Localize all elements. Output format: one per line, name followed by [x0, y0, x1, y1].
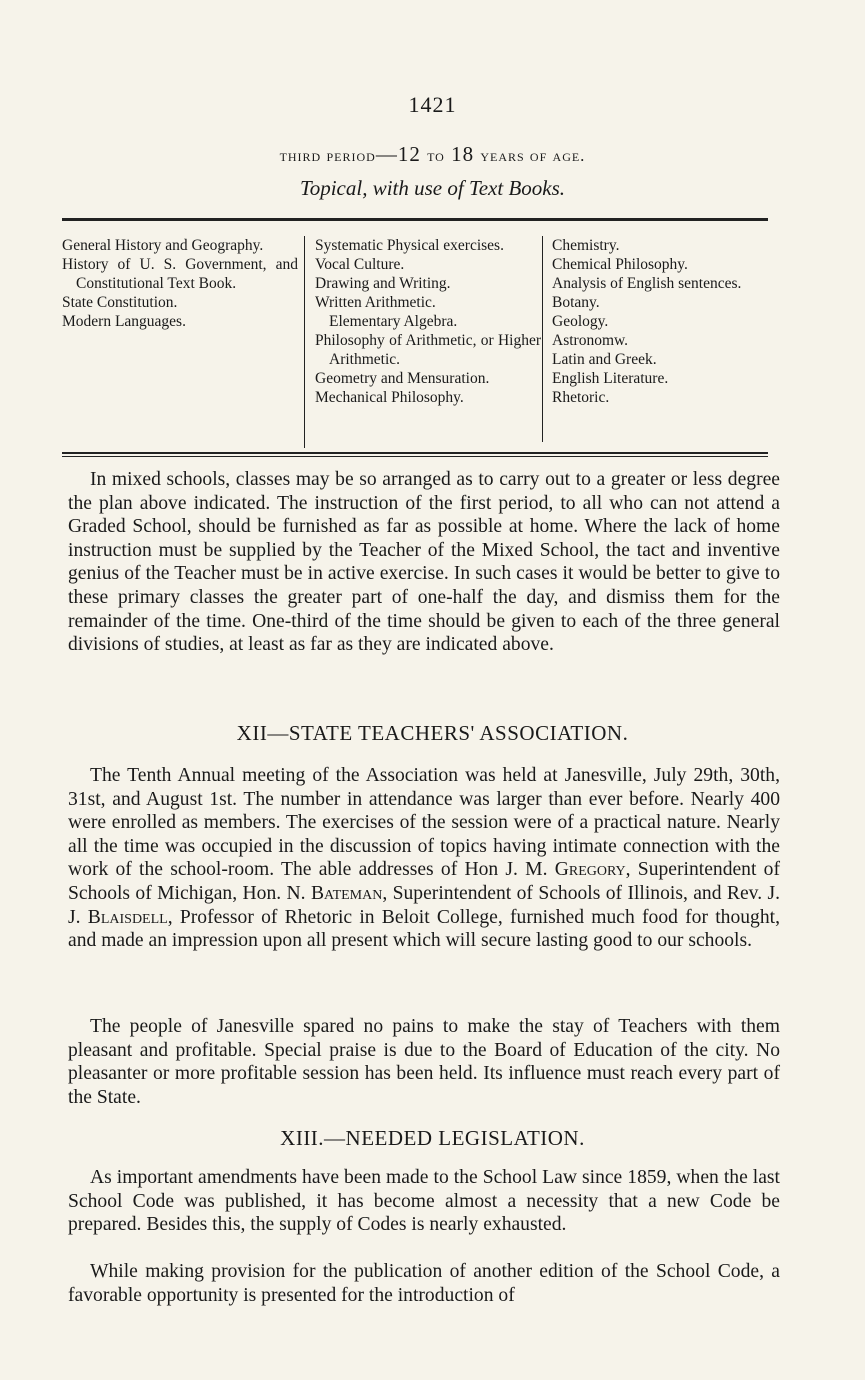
- study-item: Chemistry.: [552, 237, 620, 254]
- study-item: Analysis of English sentences.: [552, 275, 742, 292]
- study-item: Philosophy of Arithmetic, or Higher Arithmetic.: [315, 332, 541, 368]
- study-item: History of U. S. Government, and Constitutional Text Book.: [62, 256, 298, 292]
- table-bottom-rule: [62, 452, 768, 454]
- study-item: Vocal Culture.: [315, 256, 405, 273]
- paragraph-annual-meeting: [68, 764, 780, 953]
- table-top-rule: [62, 218, 768, 221]
- paragraph-janesville: The people of Janesville spared no pains to make the stay of Teachers with them pleasant and profitable. Special praise is due to the Board of Education of the city. No pleasanter or more profitable session has been held. Its influence must reach every part of the State.: [68, 1016, 780, 1108]
- study-column-2: [315, 236, 541, 407]
- paragraph-amendments: As important amendments have been made to the School Law since 1859, when the last School Code was published, it has become almost a necessity that a new Code be prepared. Besides this, the supply of Codes is nearly exhausted.: [68, 1167, 780, 1236]
- study-item: Systematic Physical exercises.: [315, 237, 504, 254]
- study-item: Chemical Philosophy.: [552, 256, 688, 273]
- study-item: English Literature.: [552, 370, 669, 387]
- study-table: [62, 236, 768, 448]
- person-name-bateman: Bateman: [310, 882, 383, 904]
- column-divider: [542, 236, 543, 442]
- study-column-1: [62, 236, 298, 331]
- study-column-3: [552, 236, 774, 407]
- paragraph-school-code: While making provision for the publication of another edition of the School Code, a favorable opportunity is presented for the introduction of: [68, 1261, 780, 1306]
- page-number: 1421: [408, 92, 457, 117]
- study-item: Mechanical Philosophy.: [315, 389, 464, 406]
- paragraph-mixed-schools: In mixed schools, classes may be so arranged as to carry out to a greater or less degree the plan above indicated. The instruction of the first period, to all who can not attend a Graded School, should be furnished as far as possible at home. Where the lack of home instruction must be supplied by the Teacher of the Mixed School, the tact and inventive genius of the Teacher must be in active exercise. In such cases it would be better to give to these primary classes the greater part of one-half the day, and dismiss them for the remainder of the time. One-third of the time should be given to each of the three general divisions of studies, at least as far as they are indicated above.: [68, 469, 780, 656]
- period-heading-part3: to: [427, 146, 445, 165]
- person-name-gregory: Gregory: [554, 859, 626, 881]
- study-item: State Constitution.: [62, 294, 178, 311]
- period-heading-part2: —12: [375, 142, 428, 166]
- period-heading-part5: years of age.: [480, 146, 586, 165]
- study-item: Written Arithmetic.: [315, 294, 436, 311]
- study-item: Geometry and Mensuration.: [315, 370, 490, 387]
- study-item: Latin and Greek.: [552, 351, 657, 368]
- section-title-needed-legislation: XIII.—NEEDED LEGISLATION.: [280, 1126, 585, 1150]
- period-heading-part1: third period: [279, 146, 376, 165]
- study-item: Rhetoric.: [552, 389, 610, 406]
- table-bottom-rule-thin: [62, 456, 768, 457]
- paragraph-text: , Superintendent of Schools of Illinois, and Rev. J. J.: [68, 882, 780, 928]
- study-item: Geology.: [552, 313, 609, 330]
- column-divider: [304, 236, 305, 448]
- subheading: Topical, with use of Text Books.: [299, 176, 566, 200]
- paragraph-text: , Professor of Rhetoric in Beloit College, furnished much food for thought, and made an impression upon all present which will secure lasting good to our schools.: [68, 906, 780, 952]
- period-heading: [0, 142, 865, 167]
- study-item: Modern Languages.: [62, 313, 186, 330]
- study-item: Drawing and Writing.: [315, 275, 451, 292]
- paragraph-text: The Tenth Annual meeting of the Association was held at Janesville, July 29th, 30th, 31st, and August 1st. The number in attendance was larger than ever before. Nearly 400 were enrolled as members. The exercises of the session were of a practical nature. Nearly all the time was occupied in the discussion of topics having intimate connection with the work of the school-room. The able addresses of Hon J. M.: [68, 765, 780, 881]
- section-title-teachers-association: XII—STATE TEACHERS' ASSOCIATION.: [236, 721, 629, 745]
- study-item: Botany.: [552, 294, 600, 311]
- paragraph-text: , Superintendent of Schools of Michigan, Hon. N.: [68, 859, 780, 904]
- person-name-blaisdell: Blaisdell: [87, 906, 168, 928]
- study-item: Astronomw.: [552, 332, 629, 349]
- study-item: General History and Geography.: [62, 237, 264, 254]
- period-heading-part4: 18: [444, 142, 481, 166]
- study-item: Elementary Algebra.: [329, 313, 458, 330]
